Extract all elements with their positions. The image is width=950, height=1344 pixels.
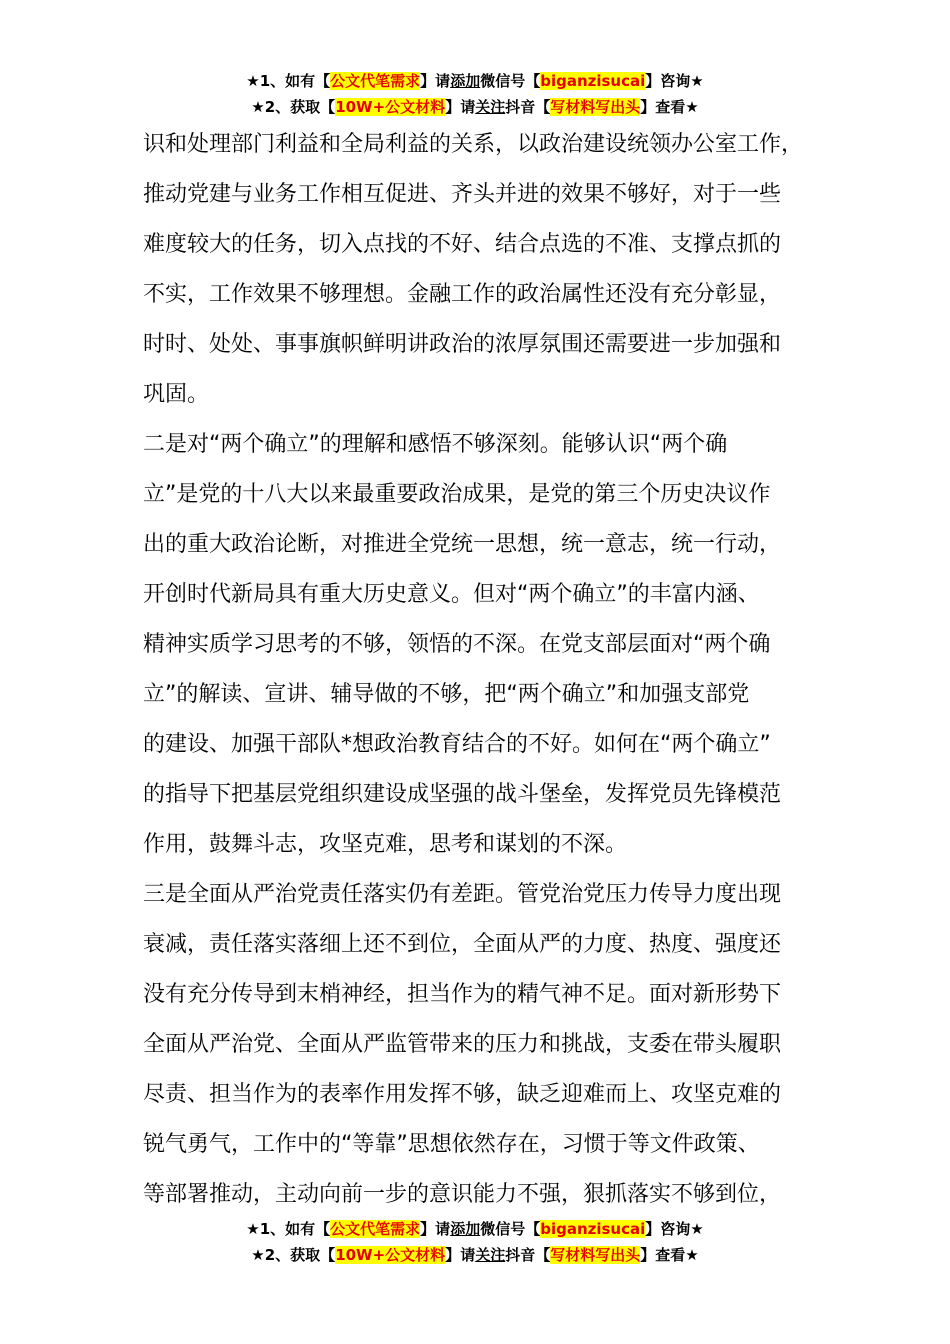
text-line: 时时、处处、事事旗帜鲜明讲政治的浓厚氛围还需要进一步加强和 <box>143 332 782 357</box>
highlight-douyin-account: 写材料写出头 <box>550 1246 641 1264</box>
text-line: 衰减，责任落实落细上还不到位，全面从严的力度、热度、强度还 <box>143 932 782 957</box>
text-line: 立”是党的十八大以来最重要政治成果，是党的第三个历史决议作 <box>143 482 771 507</box>
text-line: 不实，工作效果不够理想。金融工作的政治属性还没有充分彰显， <box>143 282 782 307</box>
document-body <box>143 120 833 1220</box>
text-line: 三是全面从严治党责任落实仍有差距。管党治党压力传导力度出现 <box>143 882 782 907</box>
text-line: 全面从严治党、全面从严监管带来的压力和挑战，支委在带头履职 <box>143 1032 782 1057</box>
footer-banner <box>0 1216 950 1268</box>
highlight-materials: 10W+公文材料 <box>335 1246 446 1264</box>
text-line: 巩固。 <box>143 382 210 407</box>
text-line: 识和处理部门利益和全局利益的关系，以政治建设统领办公室工作， <box>143 132 804 157</box>
text-line: 难度较大的任务，切入点找的不好、结合点选的不准、支撑点抓的 <box>143 232 782 257</box>
banner-line-2: ★2、获取【10W+公文材料】请关注抖音【写材料写出头】查看★ <box>251 1246 699 1264</box>
text-line: 推动党建与业务工作相互促进、齐头并进的效果不够好，对于一些 <box>143 182 782 207</box>
text-line: 二是对“两个确立”的理解和感悟不够深刻。能够认识“两个确 <box>143 432 728 457</box>
text-line: 出的重大政治论断，对推进全党统一思想，统一意志，统一行动， <box>143 532 782 557</box>
text-line: 没有充分传导到末梢神经，担当作为的精气神不足。面对新形势下 <box>143 982 782 1007</box>
highlight-service: 公文代笔需求 <box>330 72 421 90</box>
text-line: 精神实质学习思考的不够，领悟的不深。在党支部层面对“两个确 <box>143 632 771 657</box>
highlight-wechat-id: biganzisucai <box>540 72 646 90</box>
text-line: 等部署推动，主动向前一步的意识能力不强，狠抓落实不够到位， <box>143 1182 782 1207</box>
text-line: 锐气勇气，工作中的“等靠”思想依然存在，习惯于等文件政策、 <box>143 1132 760 1157</box>
highlight-douyin-account: 写材料写出头 <box>550 98 641 116</box>
text-line: 尽责、担当作为的表率作用发挥不够，缺乏迎难而上、攻坚克难的 <box>143 1082 782 1107</box>
highlight-materials: 10W+公文材料 <box>335 98 446 116</box>
banner-line-2: ★2、获取【10W+公文材料】请关注抖音【写材料写出头】查看★ <box>251 98 699 116</box>
text-line: 开创时代新局具有重大历史意义。但对“两个确立”的丰富内涵、 <box>143 582 760 607</box>
highlight-service: 公文代笔需求 <box>330 1220 421 1238</box>
text-line: 的建设、加强干部队*想政治教育结合的不好。如何在“两个确立” <box>143 732 771 757</box>
banner-line-1: ★1、如有【公文代笔需求】请添加微信号【biganzisucai】咨询★ <box>246 1220 704 1238</box>
text-line: 的指导下把基层党组织建设成坚强的战斗堡垒，发挥党员先锋模范 <box>143 782 782 807</box>
text-line: 作用，鼓舞斗志，攻坚克难，思考和谋划的不深。 <box>143 832 628 857</box>
header-banner <box>0 68 950 120</box>
banner-line-1: ★1、如有【公文代笔需求】请添加微信号【biganzisucai】咨询★ <box>246 72 704 90</box>
highlight-wechat-id: biganzisucai <box>540 1220 646 1238</box>
text-line: 立”的解读、宣讲、辅导做的不够，把“两个确立”和加强支部党 <box>143 682 750 707</box>
